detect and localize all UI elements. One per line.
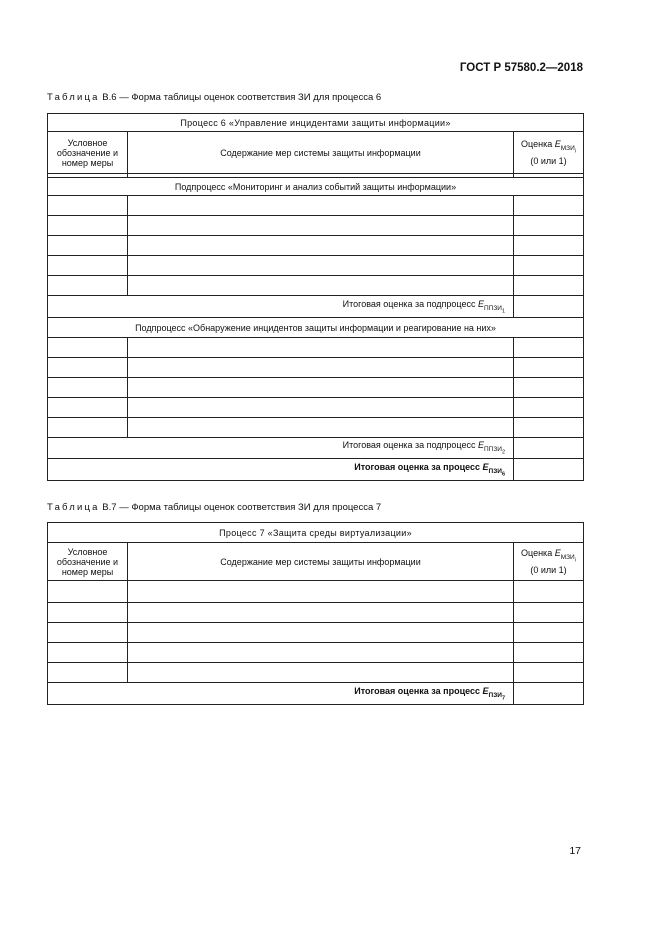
subprocess-2-title: Подпроцесс «Обнаружение инцидентов защиты информации и реагирование на них» bbox=[48, 318, 584, 338]
column-header-designation: Условное обозначение и номер меры bbox=[48, 543, 128, 581]
total-symbol: E bbox=[482, 685, 489, 696]
table-row bbox=[48, 196, 584, 216]
total-symbol: E bbox=[482, 461, 489, 472]
table-row bbox=[48, 216, 584, 236]
total-subsubscript: 6 bbox=[501, 471, 505, 478]
score-range: (0 или 1) bbox=[530, 156, 567, 167]
column-header-score bbox=[514, 132, 584, 174]
column-header-content: Содержание мер системы защиты информации bbox=[128, 132, 514, 174]
table-row bbox=[48, 276, 584, 296]
score-symbol: E bbox=[554, 547, 561, 558]
score-label: Оценка bbox=[521, 138, 555, 149]
table-7-caption bbox=[47, 502, 381, 513]
process-7-total bbox=[48, 683, 514, 705]
total-label: Итоговая оценка за подпроцесс bbox=[342, 440, 478, 451]
total-subscript: ПЗИ bbox=[488, 467, 502, 475]
total-subscript: ПЗИ bbox=[488, 691, 502, 699]
column-header-score bbox=[514, 543, 584, 581]
total-symbol: E bbox=[477, 440, 484, 451]
total-subsubscript: 7 bbox=[501, 695, 505, 702]
total-subscript: ППЗИ bbox=[483, 304, 502, 312]
score-subsubscript: i bbox=[574, 148, 576, 155]
caption-text: В.6 — Форма таблицы оценок соответствия ЗИ для процесса 6 bbox=[99, 92, 382, 103]
table-row bbox=[48, 643, 584, 663]
caption-prefix: Таблица bbox=[47, 92, 100, 103]
total-label: Итоговая оценка за процесс bbox=[354, 685, 483, 696]
document-code: ГОСТ Р 57580.2—2018 bbox=[459, 62, 583, 74]
table-row bbox=[48, 663, 584, 683]
table-7 bbox=[47, 522, 584, 705]
table-6-title: Процесс 6 «Управление инцидентами защиты информации» bbox=[48, 114, 584, 132]
caption-prefix: Таблица bbox=[47, 502, 100, 513]
table-row bbox=[48, 603, 584, 623]
total-subsubscript: 2 bbox=[501, 449, 505, 456]
total-subsubscript: 1 bbox=[501, 308, 505, 315]
table-row bbox=[48, 358, 584, 378]
subprocess-1-title: Подпроцесс «Мониторинг и анализ событий защиты информации» bbox=[48, 178, 584, 196]
table-6-caption bbox=[47, 92, 381, 103]
table-7-title: Процесс 7 «Защита среды виртуализации» bbox=[48, 523, 584, 543]
table-row bbox=[48, 418, 584, 438]
subprocess-2-total bbox=[48, 438, 514, 459]
score-label: Оценка bbox=[521, 547, 555, 558]
table-row bbox=[48, 378, 584, 398]
page-number: 17 bbox=[569, 845, 581, 857]
table-row bbox=[48, 581, 584, 603]
total-label: Итоговая оценка за подпроцесс bbox=[342, 298, 478, 309]
table-row bbox=[48, 623, 584, 643]
score-subsubscript: i bbox=[574, 557, 576, 564]
column-header-content: Содержание мер системы защиты информации bbox=[128, 543, 514, 581]
caption-text: В.7 — Форма таблицы оценок соответствия ЗИ для процесса 7 bbox=[99, 502, 382, 513]
score-range: (0 или 1) bbox=[530, 565, 567, 576]
table-row bbox=[48, 338, 584, 358]
subprocess-1-total bbox=[48, 296, 514, 318]
column-header-designation: Условное обозначение и номер меры bbox=[48, 132, 128, 174]
score-subscript: МЗИ bbox=[560, 144, 575, 152]
score-subscript: МЗИ bbox=[560, 553, 575, 561]
table-row bbox=[48, 236, 584, 256]
total-label: Итоговая оценка за процесс bbox=[354, 461, 483, 472]
table-row bbox=[48, 398, 584, 418]
total-symbol: E bbox=[477, 298, 484, 309]
table-row bbox=[48, 256, 584, 276]
process-6-total bbox=[48, 459, 514, 481]
score-symbol: E bbox=[554, 138, 561, 149]
total-subscript: ППЗИ bbox=[483, 446, 502, 454]
table-6 bbox=[47, 113, 584, 481]
